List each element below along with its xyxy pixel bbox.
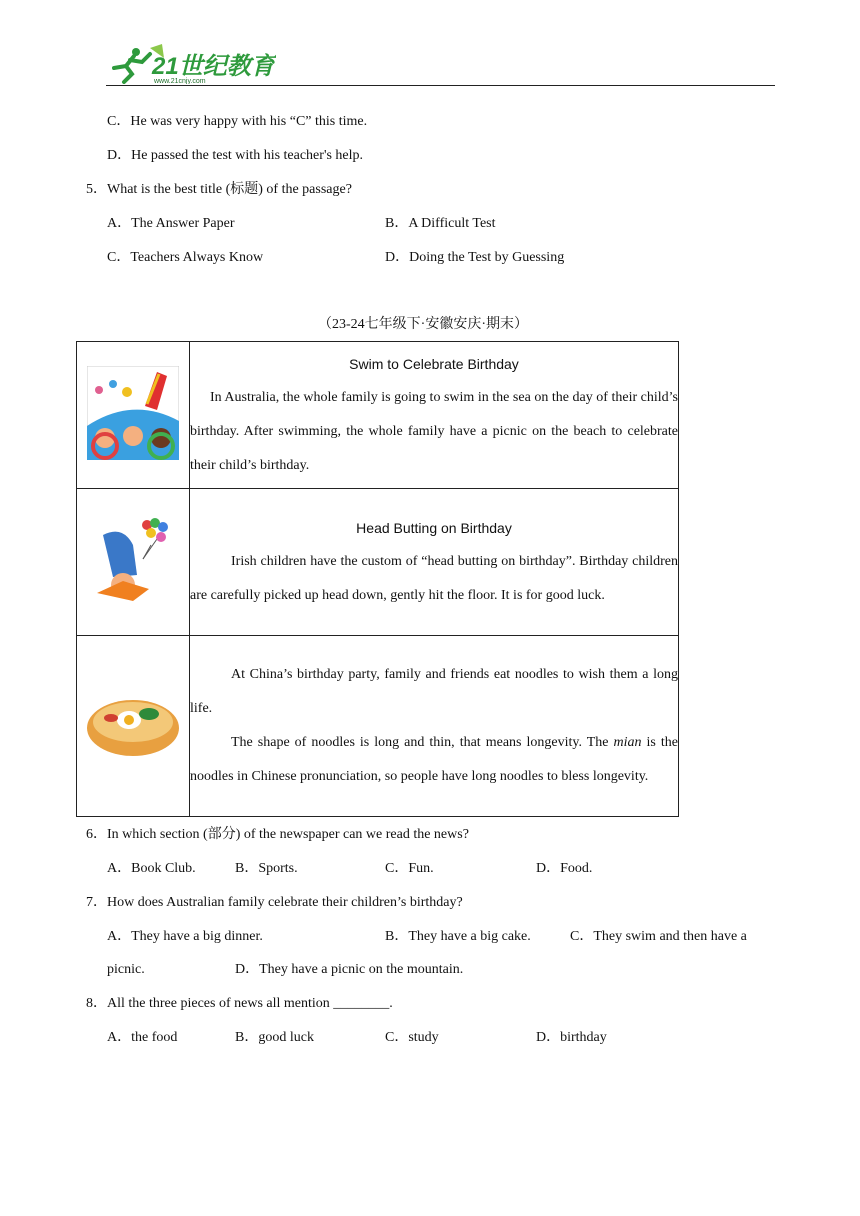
- q5-option-c: C．Teachers Always Know: [107, 250, 264, 265]
- q4-option-c: C．He was very happy with his “C” this time.: [107, 114, 368, 129]
- passage-cell: [190, 489, 679, 636]
- passage-text: is the noodles in Chinese pronunciation, so people have long noodles to bless longevity.: [190, 735, 678, 784]
- passage-title: Head Butting on Birthday: [356, 520, 512, 536]
- logo-text: 21世纪教育: [152, 53, 275, 80]
- q6-option-c: C．Fun.: [385, 861, 434, 876]
- q7-option-d: D．They have a picnic on the mountain.: [235, 962, 464, 977]
- q8-option-d: D．birthday: [536, 1030, 607, 1045]
- passage-cell: [190, 342, 679, 489]
- image-cell: [77, 342, 190, 489]
- logo-url-text: www.21cnjy.com: [154, 78, 206, 84]
- image-cell: [77, 636, 190, 817]
- source-note: （23-24七年级下·安徽安庆·期末）: [318, 317, 528, 332]
- image-cell: [77, 489, 190, 636]
- q7-option-c-cont: picnic.: [107, 962, 145, 977]
- table-row: [77, 342, 679, 489]
- q5-option-b: B．A Difficult Test: [385, 216, 496, 231]
- table-row: [77, 636, 679, 817]
- q5-option-d: D．Doing the Test by Guessing: [385, 250, 565, 265]
- header-rule: [106, 85, 775, 86]
- passage-body: Irish children have the custom of “head butting on birthday”. Birthday children are carefully picked up head down, gently hit the floor. It is for good luck.: [190, 554, 678, 603]
- passage-body: At China’s birthday party, family and friends eat noodles to wish them a long life.: [190, 667, 678, 716]
- swimming-kids-image: [87, 366, 179, 460]
- head-butting-child-image: [93, 515, 173, 605]
- q8-stem: 8．All the three pieces of news all mention ________.: [86, 996, 393, 1011]
- passage-body-2: [190, 726, 678, 794]
- q7-option-b: B．They have a big cake.: [385, 929, 531, 944]
- noodle-bowl-image: [85, 688, 181, 760]
- q8-option-c: C．study: [385, 1030, 439, 1045]
- passage-text: The shape of noodles is long and thin, that means longevity. The: [231, 735, 614, 750]
- q4-option-d: D．He passed the test with his teacher's help.: [107, 148, 364, 163]
- q7-stem: 7．How does Australian family celebrate their children’s birthday?: [86, 895, 463, 910]
- q7-option-c: C．They swim and then have a: [570, 929, 747, 944]
- q8-option-b: B．good luck: [235, 1030, 314, 1045]
- table-row: [77, 489, 679, 636]
- q7-option-a: A．They have a big dinner.: [107, 929, 263, 944]
- q5-stem: 5．What is the best title (标题) of the passage?: [86, 182, 352, 197]
- q5-option-a: A．The Answer Paper: [107, 216, 235, 231]
- passage-title: Swim to Celebrate Birthday: [349, 356, 519, 372]
- passage-cell: [190, 636, 679, 817]
- passage-body: In Australia, the whole family is going to swim in the sea on the day of their child’s birthday. After swimming, the whole family have a picnic on the beach to celebrate their child’s birthday.: [190, 390, 678, 473]
- site-logo: [106, 44, 276, 84]
- q8-option-a: A．the food: [107, 1030, 178, 1045]
- q6-option-d: D．Food.: [536, 861, 593, 876]
- q6-option-b: B．Sports.: [235, 861, 298, 876]
- q6-stem: 6．In which section (部分) of the newspaper can we read the news?: [86, 827, 469, 842]
- news-table: [76, 341, 679, 817]
- italic-term: mian: [613, 735, 642, 750]
- q6-option-a: A．Book Club.: [107, 861, 196, 876]
